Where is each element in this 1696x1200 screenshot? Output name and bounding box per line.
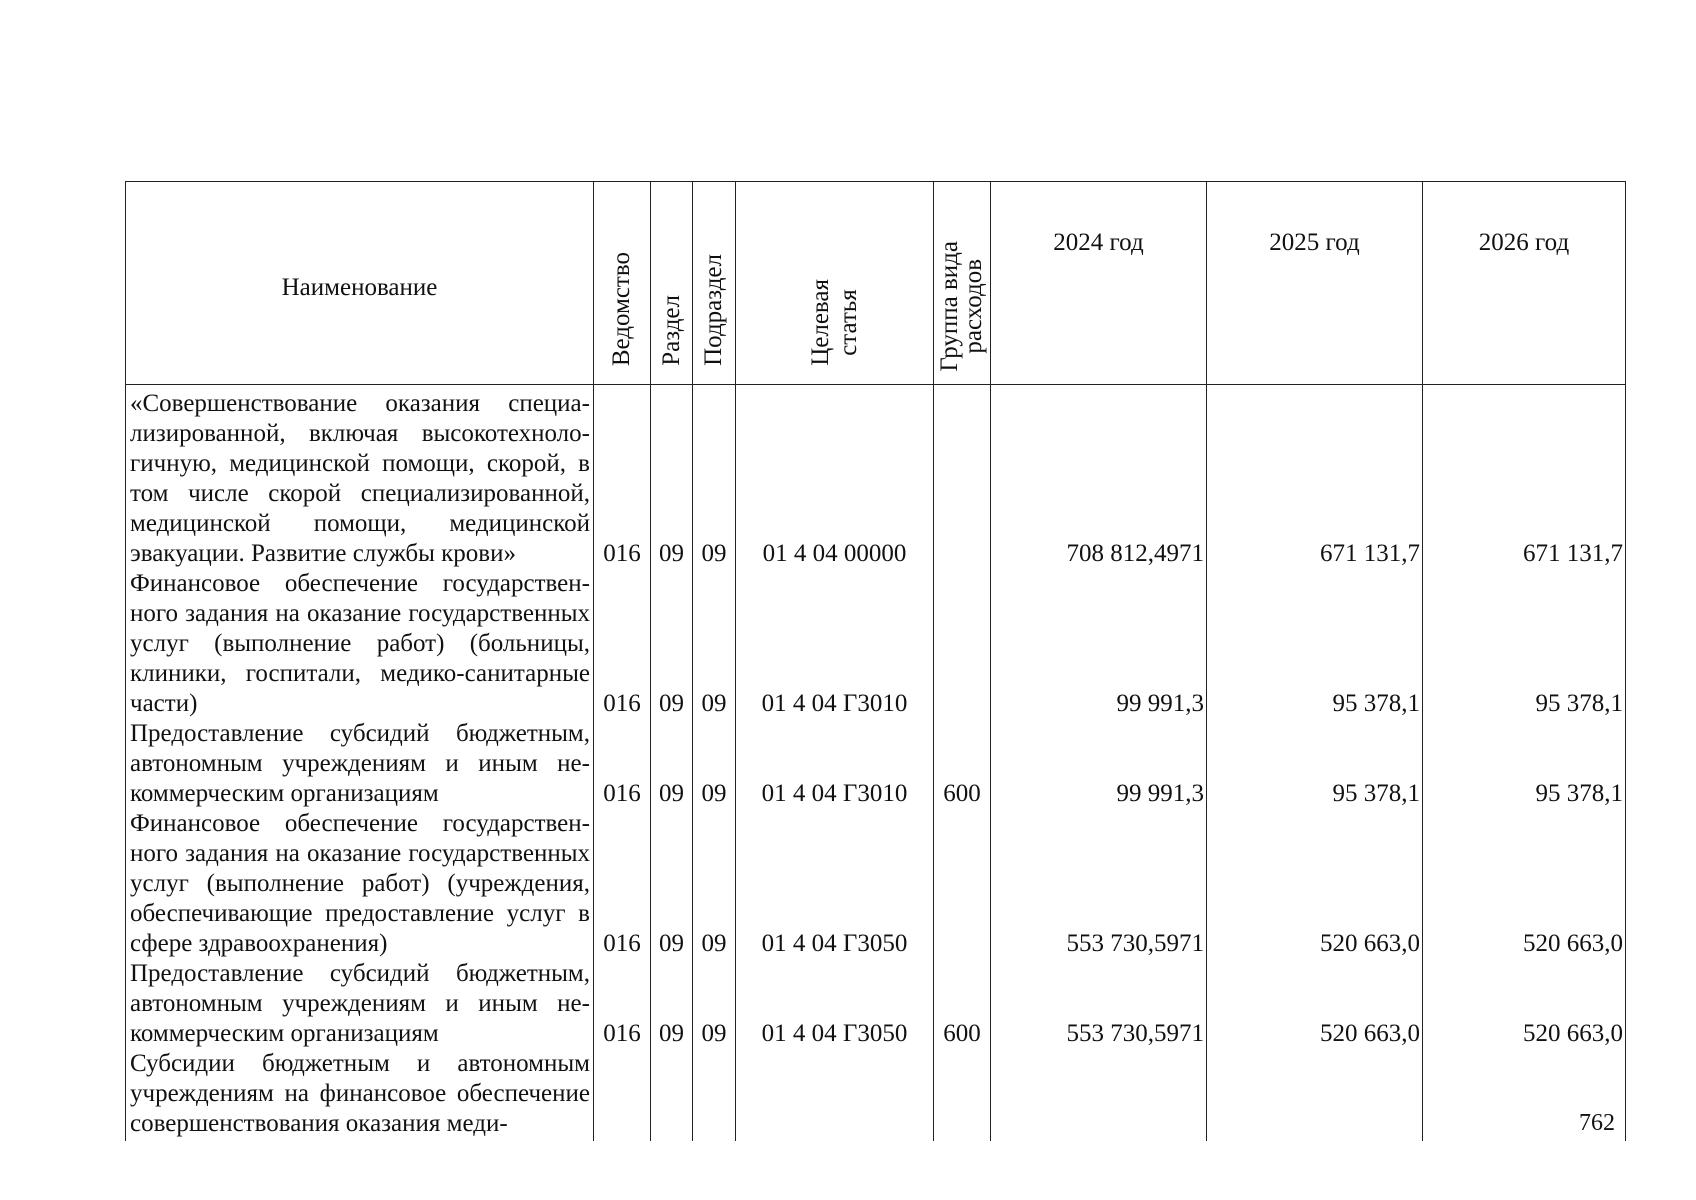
cell-name: Финансовое обеспечение государственного задания на оказание государственных услуг (выполнение работ) (учреждения, обеспечивающие предоставление услуг в сфере здравоохранения) (126, 809, 594, 959)
cell-2024: 553 730,5971 (991, 959, 1207, 1049)
page-number: 762 (1579, 1110, 1615, 1136)
cell-vedomstvo (594, 1049, 651, 1141)
cell-2024: 99 991,3 (991, 719, 1207, 809)
cell-2026: 671 131,7 (1423, 385, 1626, 570)
cell-name: Финансовое обеспечение государственного задания на оказание государственных услуг (выполнение работ) (больницы, клиники, госпитали, медико-санитарные части) (126, 569, 594, 719)
cell-2025: 95 378,1 (1207, 719, 1423, 809)
header-year-2026-label: 2026 год (1478, 229, 1570, 256)
cell-celevaya: 01 4 04 Г3010 (736, 719, 934, 809)
cell-vedomstvo: 016 (594, 569, 651, 719)
header-gruppa-line2: расходов (960, 259, 987, 355)
cell-podrazdel (693, 1049, 736, 1141)
header-razdel-label: Раздел (657, 295, 685, 366)
cell-vedomstvo: 016 (594, 385, 651, 570)
cell-2024: 708 812,4971 (991, 385, 1207, 570)
cell-razdel (651, 1049, 693, 1141)
header-celevaya-label (807, 279, 863, 366)
cell-gruppa (934, 385, 991, 570)
table-row (126, 719, 1626, 809)
header-podrazdel (693, 182, 736, 385)
cell-name: Предоставление субсидий бюджетным, автономным учреждениям и иным некоммерческим организациям (126, 959, 594, 1049)
cell-podrazdel: 09 (693, 385, 736, 570)
cell-razdel: 09 (651, 809, 693, 959)
cell-gruppa (934, 809, 991, 959)
header-gruppa (934, 182, 991, 385)
cell-celevaya: 01 4 04 00000 (736, 385, 934, 570)
cell-2026: 520 663,0 (1423, 959, 1626, 1049)
header-year-2024-label: 2024 год (1053, 229, 1144, 256)
header-year-2024 (991, 182, 1207, 385)
table-row (126, 1049, 1626, 1141)
header-name-label: Наименование (281, 274, 438, 301)
cell-celevaya: 01 4 04 Г3010 (736, 569, 934, 719)
header-name (126, 182, 594, 385)
budget-table (125, 181, 1626, 1141)
cell-vedomstvo: 016 (594, 719, 651, 809)
header-year-2025 (1207, 182, 1423, 385)
cell-2026: 95 378,1 (1423, 719, 1626, 809)
cell-podrazdel: 09 (693, 809, 736, 959)
table-row (126, 385, 1626, 570)
header-razdel (651, 182, 693, 385)
cell-razdel: 09 (651, 385, 693, 570)
cell-2024: 553 730,5971 (991, 809, 1207, 959)
cell-name: Предоставление субсидий бюджетным, автономным учреждениям и иным некоммерческим организациям (126, 719, 594, 809)
cell-name: «Совершенствование оказания специализированной, включая высокотехнологичную, медицинской помощи, скорой, в том числе скорой специализированной, медицинской помощи, медицинской эвакуации. Развитие службы крови» (126, 385, 594, 570)
header-celevaya-line1: Целевая (806, 279, 834, 366)
cell-vedomstvo: 016 (594, 809, 651, 959)
header-year-2026 (1423, 182, 1626, 385)
table-header-row (126, 182, 1626, 385)
table-row (126, 959, 1626, 1049)
cell-gruppa (934, 569, 991, 719)
cell-gruppa: 600 (934, 719, 991, 809)
header-podrazdel-label: Подраздел (700, 254, 727, 366)
header-celevaya-line2: статья (834, 289, 862, 356)
cell-razdel: 09 (651, 569, 693, 719)
table-row (126, 809, 1626, 959)
cell-podrazdel: 09 (693, 959, 736, 1049)
cell-podrazdel: 09 (693, 719, 736, 809)
table-row (126, 569, 1626, 719)
cell-2025: 520 663,0 (1207, 809, 1423, 959)
cell-2026: 95 378,1 (1423, 569, 1626, 719)
cell-celevaya (736, 1049, 934, 1141)
cell-gruppa: 600 (934, 959, 991, 1049)
cell-razdel: 09 (651, 959, 693, 1049)
header-celevaya (736, 182, 934, 385)
cell-razdel: 09 (651, 719, 693, 809)
cell-2026: 520 663,0 (1423, 809, 1626, 959)
cell-name: Субсидии бюджетным и автономным учреждениям на финансовое обеспечение совершенствования оказания меди- (126, 1049, 594, 1141)
header-gruppa-label (938, 241, 986, 372)
cell-2024 (991, 1049, 1207, 1141)
header-gruppa-line1: Группа вида (936, 241, 963, 372)
cell-2024: 99 991,3 (991, 569, 1207, 719)
cell-podrazdel: 09 (693, 569, 736, 719)
header-vedomstvo-label: Ведомство (608, 251, 635, 366)
cell-2025: 95 378,1 (1207, 569, 1423, 719)
cell-celevaya: 01 4 04 Г3050 (736, 959, 934, 1049)
cell-vedomstvo: 016 (594, 959, 651, 1049)
header-year-2025-label: 2025 год (1269, 229, 1360, 256)
cell-celevaya: 01 4 04 Г3050 (736, 809, 934, 959)
cell-2025 (1207, 1049, 1423, 1141)
cell-2025: 671 131,7 (1207, 385, 1423, 570)
cell-2025: 520 663,0 (1207, 959, 1423, 1049)
header-vedomstvo (594, 182, 651, 385)
cell-gruppa (934, 1049, 991, 1141)
